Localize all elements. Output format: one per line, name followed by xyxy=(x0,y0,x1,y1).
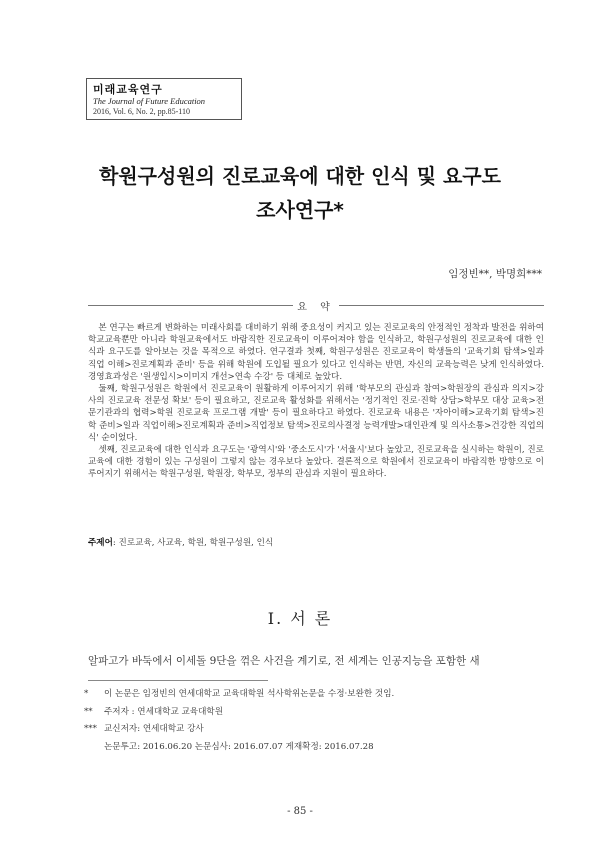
submission-dates: 논문투고: 2016.06.20 논문심사: 2016.07.07 게재확정: 2016.07.28 xyxy=(104,741,374,752)
abstract-paragraph-1: 본 연구는 빠르게 변화하는 미래사회를 대비하기 위해 중요성이 커지고 있는 진로교육의 안정적인 정착과 발전을 위하여 학교교육뿐만 아니라 학원교육에서도 바람직한 진로교육이 이루어져야 함을 인식하고, 학원구성원의 진로교육에 대한 인식과 요구도를 알아보는 것을 목적으로 하였다. 연구결과 첫째, 학원구성원은 진로교육이 학생들의 '교육기회 탐색>일과 직업 이해>진로계획과 준비' 등을 위해 학원에 도입될 필요가 있다고 인식하는 반면, 자신의 교육능력은 낮게 인식하였다. 경영효과성은 '원생입시>이미지 개선>연속 수강' 등 대체로 높았다. xyxy=(88,323,544,382)
keywords-text: : 진로교육, 사교육, 학원, 학원구성원, 인식 xyxy=(112,538,274,548)
section-heading-introduction: I. 서 론 xyxy=(267,609,333,628)
journal-info-box xyxy=(86,78,242,120)
journal-name-kr: 미래교육연구 xyxy=(93,83,163,96)
abstract-body xyxy=(88,322,544,481)
intro-paragraph: 알파고가 바둑에서 이세돌 9단을 꺾은 사건을 계기로, 전 세계는 인공지능을 포함한 새 xyxy=(88,655,480,667)
footnote-3 xyxy=(84,721,554,739)
abstract-paragraph-2: 둘째, 학원구성원은 학원에서 진로교육이 원활하게 이루어지기 위해 '학부모의 관심과 참여>학원장의 관심과 의지>강사의 진로교육 전문성 확보' 등이 필요하고, 진로교육 활성화를 위해서는 '정기적인 진로·진학 상담>학부모 대상 교육>전문기관과의 협력>학원 진로교육 프로그램 개발' 등이 필요하다고 하였다. 진로교육 내용은 '자아이해>교육기회 탐색>진학 준비>일과 직업이해>진로계획과 준비>직업정보 탐색>진로의사결정 능력개발>대인관계 및 의사소통>건강한 직업의식' 순이었다. xyxy=(88,384,544,443)
journal-name-en: The Journal of Future Education xyxy=(93,96,206,106)
footnote-3-mark: *** xyxy=(84,724,97,734)
footnote-1 xyxy=(84,686,554,704)
authors: 임정빈**, 박명희*** xyxy=(448,268,542,280)
footnotes xyxy=(84,686,554,756)
footnote-3-text: 교신저자: 연세대학교 강사 xyxy=(104,724,204,734)
abstract-paragraph-3: 셋째, 진로교육에 대한 인식과 요구도는 '광역시'와 '중소도시'가 '서울시'보다 높았고, 진로교육을 실시하는 학원이, 진로교육에 대한 경험이 있는 구성원이 그렇지 않는 경우보다 높았다. 결론적으로 학원에서 진로교육이 바람직한 방향으로 이루어지기 위해서는 학원구성원, 학원장, 학부모, 정부의 관심과 지원이 필요하다. xyxy=(88,445,544,480)
footnote-divider xyxy=(88,680,268,681)
paper-title-line-1: 학원구성원의 진로교육에 대한 인식 및 요구도 xyxy=(99,164,501,188)
footnote-2-text: 주저자 : 연세대학교 교육대학원 xyxy=(104,706,224,717)
keywords xyxy=(88,536,273,548)
footnote-2 xyxy=(84,704,554,722)
footnote-1-mark: * xyxy=(84,689,89,699)
abstract-rule-right xyxy=(339,305,544,306)
keywords-label: 주제어 xyxy=(88,538,113,548)
page-number: - 85 - xyxy=(287,806,313,817)
abstract-heading-rule xyxy=(88,298,544,312)
footnote-2-mark: ** xyxy=(84,706,93,717)
paper-title-line-2: 조사연구* xyxy=(256,198,344,222)
abstract-heading: 요 약 xyxy=(297,302,335,313)
journal-volume: 2016, Vol. 6, No. 2, pp.85-110 xyxy=(93,107,190,116)
footnote-1-text: 이 논문은 임정빈의 연세대학교 교육대학원 석사학위논문을 수정·보완한 것임. xyxy=(104,689,395,699)
